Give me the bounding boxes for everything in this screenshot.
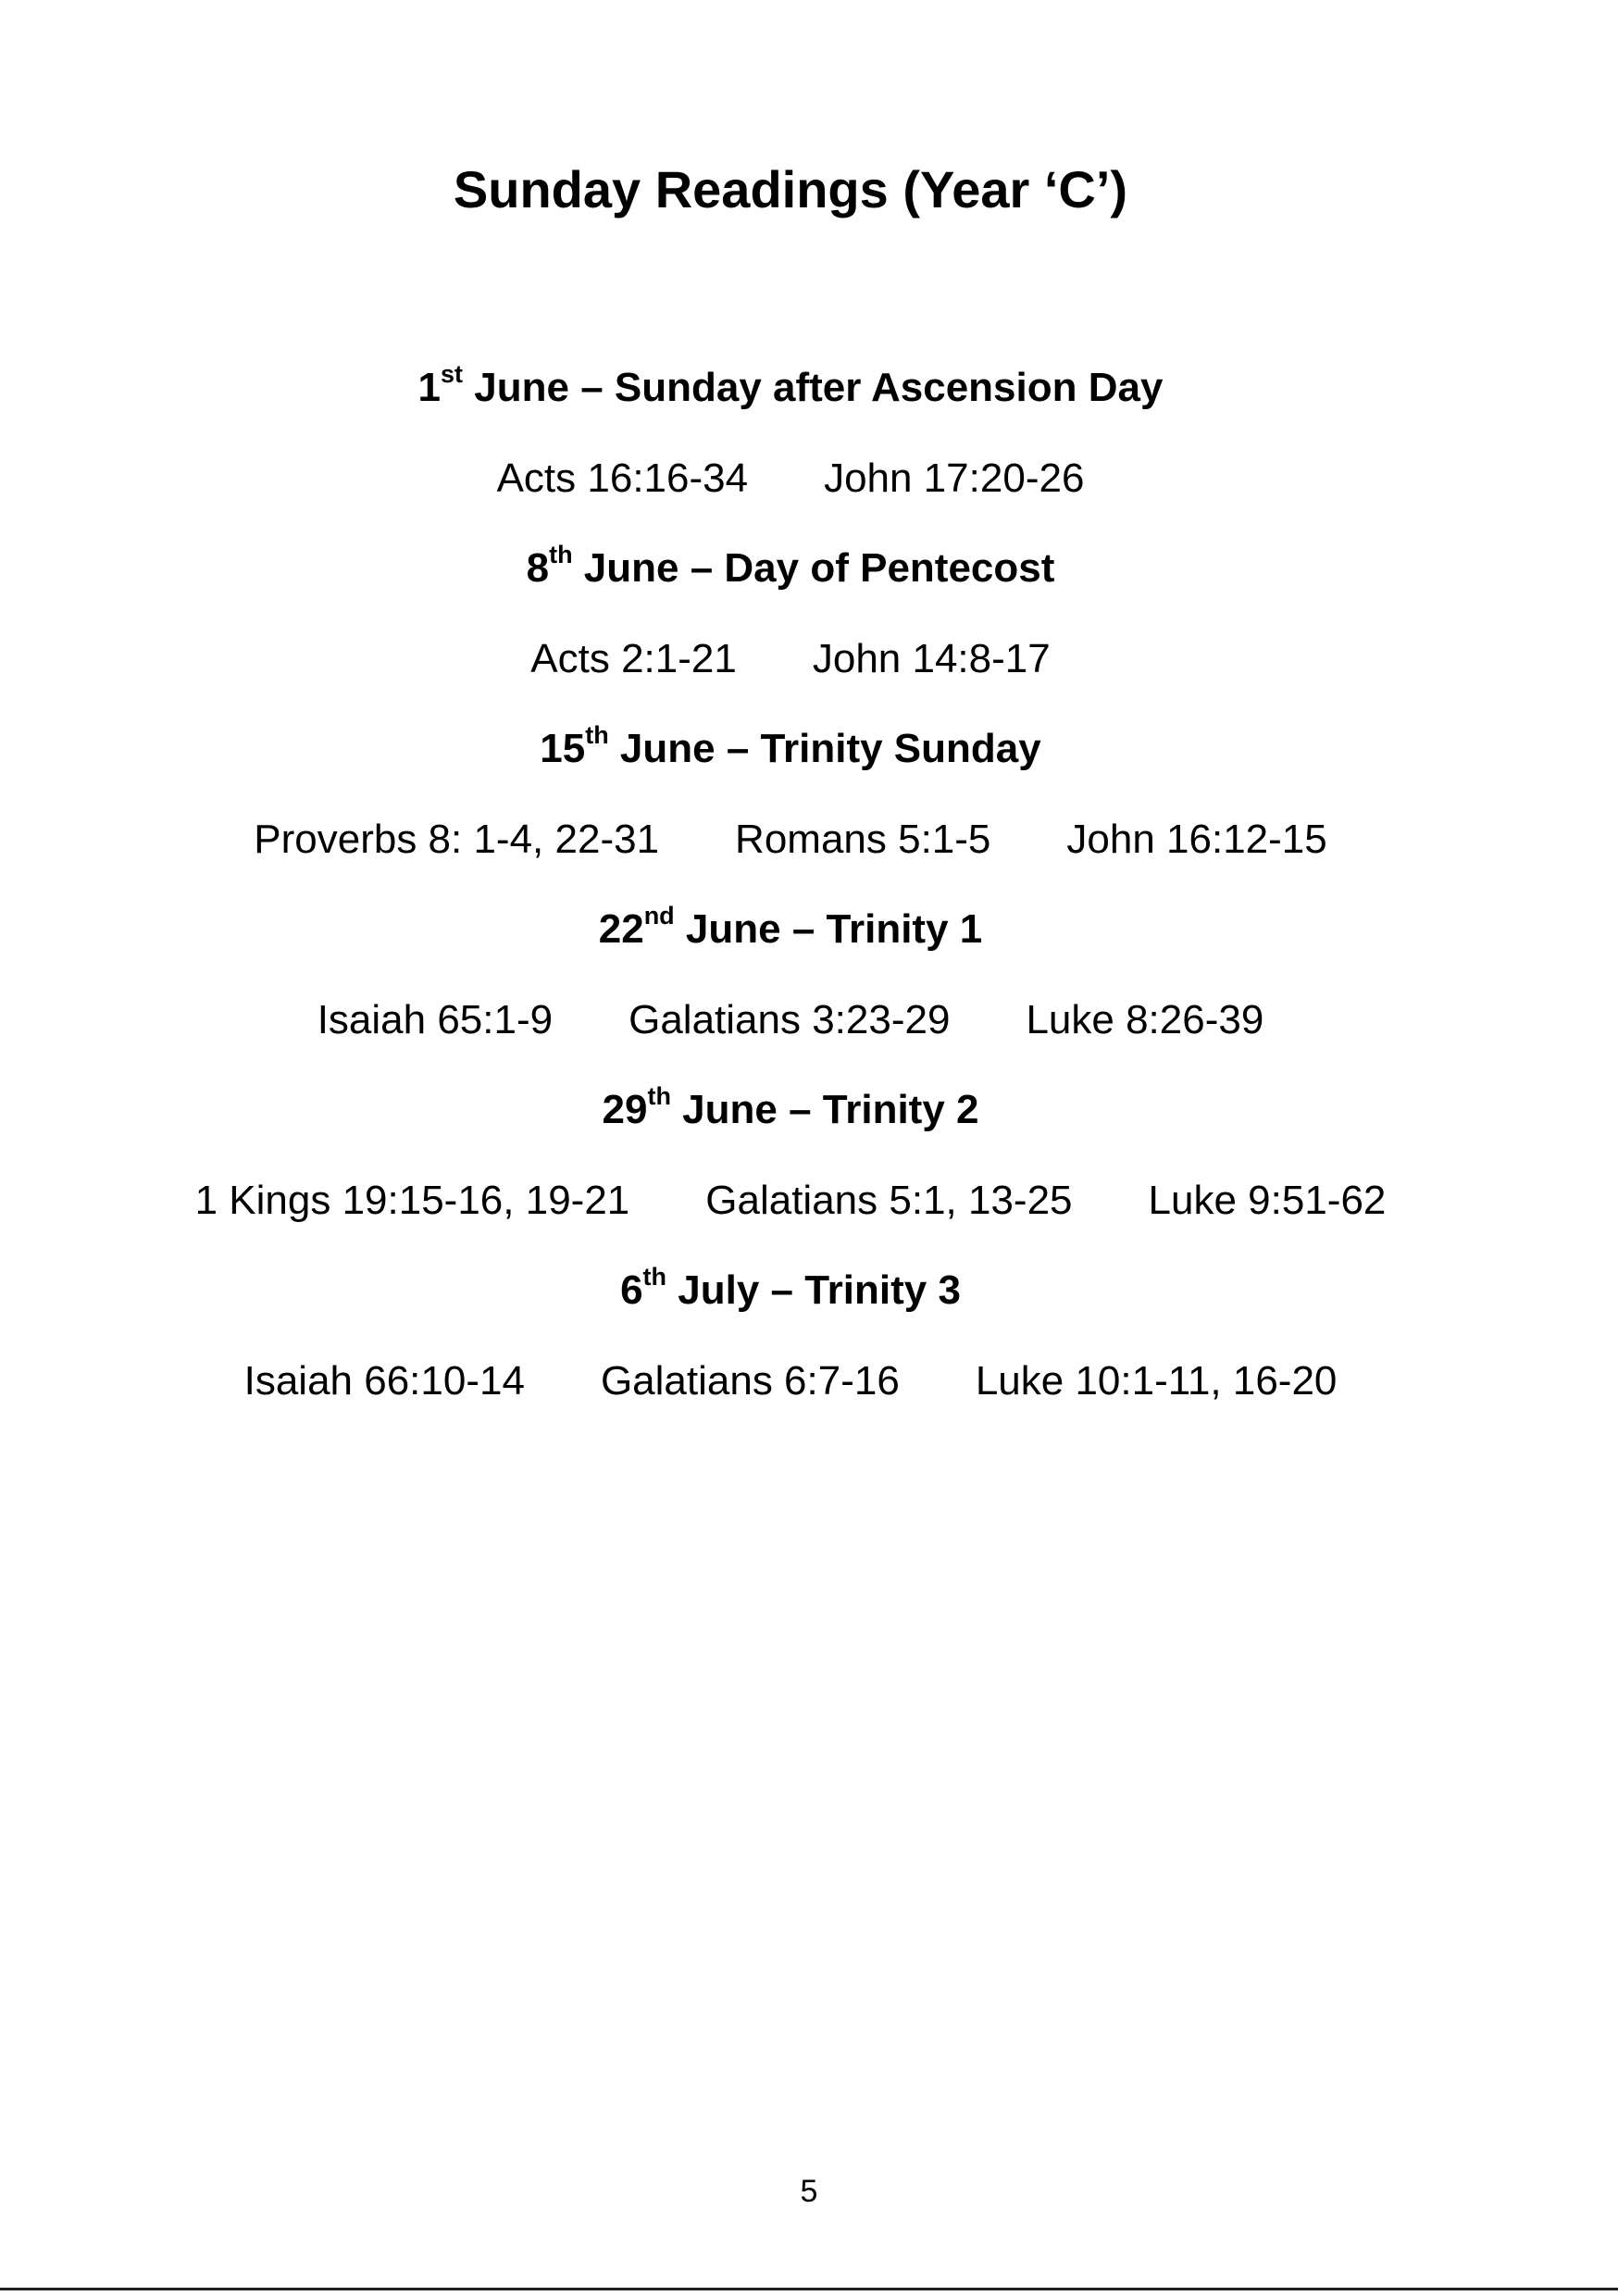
entry-day: 6	[620, 1267, 643, 1313]
entry-occasion: June – Trinity 2	[670, 1087, 979, 1132]
entry-readings-22-june	[0, 975, 1581, 1065]
reading-reference: Galatians 6:7-16	[600, 1358, 900, 1404]
reading-reference: John 17:20-26	[824, 455, 1085, 501]
entry-heading-15-june	[0, 704, 1581, 794]
reading-reference: Luke 10:1-11, 16-20	[975, 1358, 1338, 1404]
reading-reference: John 14:8-17	[812, 636, 1051, 681]
entry-day: 8	[526, 545, 550, 591]
entry-day: 1	[417, 365, 442, 410]
entry-occasion: July – Trinity 3	[666, 1267, 961, 1313]
entry-ordinal: th	[647, 1082, 671, 1111]
entry-day: 22	[598, 906, 644, 952]
entry-ordinal: nd	[643, 902, 675, 930]
page-title: Sunday Readings (Year ‘C’)	[453, 160, 1128, 218]
entry-occasion: June – Day of Pentecost	[572, 545, 1055, 591]
reading-reference: Luke 9:51-62	[1148, 1178, 1387, 1223]
entry-day: 15	[540, 726, 586, 771]
entry-occasion: June – Trinity Sunday	[608, 726, 1041, 771]
readings-list	[0, 343, 1581, 1426]
entry-readings-15-june	[0, 794, 1581, 884]
entry-day: 29	[602, 1087, 648, 1132]
reading-reference: Galatians 5:1, 13-25	[705, 1178, 1073, 1223]
entry-occasion: June – Sunday after Ascension Day	[463, 365, 1164, 410]
reading-reference: Proverbs 8: 1-4, 22-31	[254, 817, 660, 862]
reading-reference: Isaiah 66:10-14	[243, 1358, 525, 1404]
entry-heading-1-june	[0, 343, 1581, 433]
entry-ordinal: th	[642, 1263, 667, 1292]
entry-readings-6-july	[0, 1336, 1581, 1426]
reading-reference: Luke 8:26-39	[1026, 997, 1264, 1042]
entry-ordinal: st	[441, 360, 464, 389]
entry-heading-29-june	[0, 1065, 1581, 1155]
reading-reference: 1 Kings 19:15-16, 19-21	[194, 1178, 630, 1223]
entry-heading-8-june	[0, 523, 1581, 614]
reading-reference: Romans 5:1-5	[735, 817, 991, 862]
page-number: 5	[800, 2174, 818, 2209]
entry-ordinal: th	[549, 541, 573, 569]
entry-heading-22-june	[0, 884, 1581, 975]
page-bottom-rule	[0, 2288, 1618, 2290]
entry-readings-29-june	[0, 1155, 1581, 1245]
reading-reference: Acts 16:16-34	[496, 455, 749, 501]
reading-reference: Isaiah 65:1-9	[317, 997, 554, 1042]
entry-occasion: June – Trinity 1	[674, 906, 983, 952]
entry-heading-6-july	[0, 1245, 1581, 1336]
entry-readings-8-june	[0, 614, 1581, 704]
reading-reference: Acts 2:1-21	[530, 636, 737, 681]
reading-reference: John 16:12-15	[1066, 817, 1327, 862]
reading-reference: Galatians 3:23-29	[629, 997, 951, 1042]
entry-readings-1-june	[0, 433, 1581, 523]
entry-ordinal: th	[585, 721, 609, 750]
